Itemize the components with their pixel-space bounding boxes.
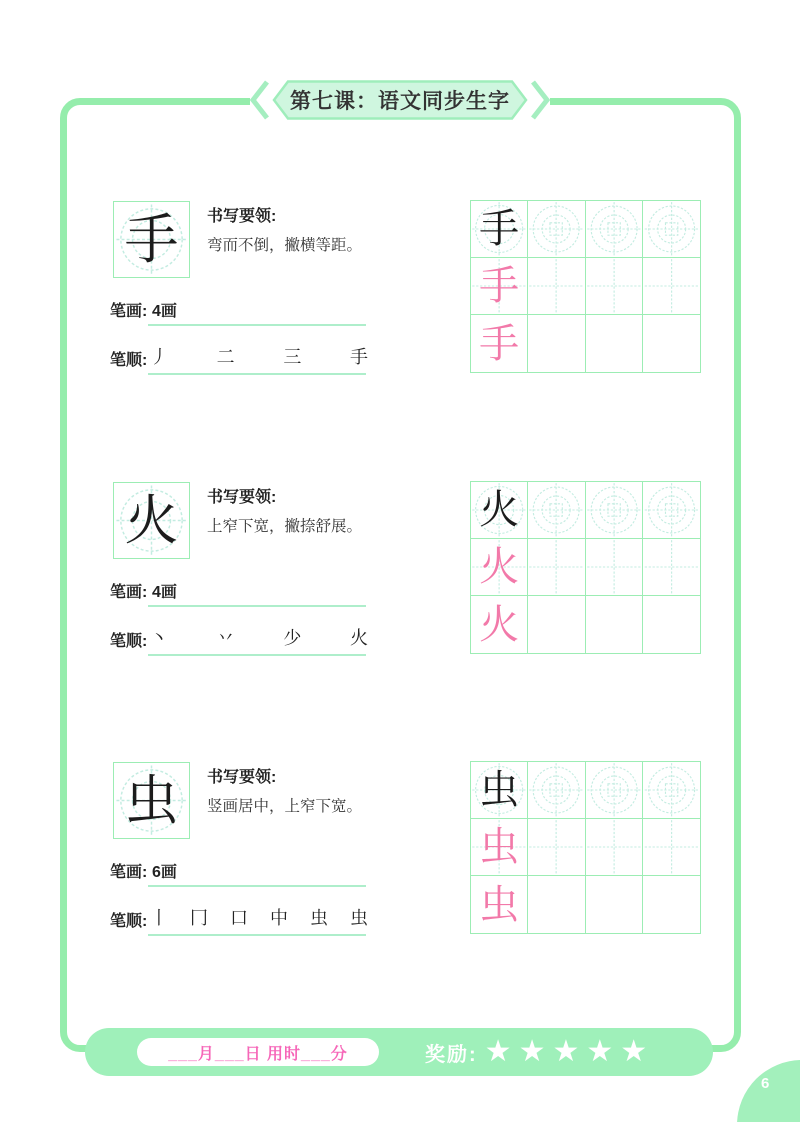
star-icon: ★: [518, 1035, 546, 1068]
stroke-step: 丶: [150, 628, 168, 649]
grid-cell-empty: [643, 315, 700, 372]
practice-grid: [470, 200, 701, 373]
underline: [148, 654, 366, 656]
grid-cell-guide: [643, 482, 700, 539]
stroke-step: 二: [216, 347, 235, 368]
stroke-step: 中: [270, 908, 288, 929]
stroke-step: 虫: [310, 908, 328, 929]
guide-grid-icon: [643, 201, 700, 257]
star-icon: ★: [552, 1035, 580, 1068]
underline: [148, 934, 366, 936]
guide-cross-icon: [643, 258, 700, 314]
grid-cell-guide: [643, 762, 700, 819]
stroke-step: 丨: [150, 908, 168, 929]
guide-grid-icon: [643, 482, 700, 538]
grid-cell-empty: [528, 876, 585, 933]
char-box: [113, 482, 190, 559]
stroke-count-row: [110, 579, 380, 619]
grid-cell-cross: [586, 819, 643, 876]
guide-cross-icon: [528, 258, 584, 314]
page-title: 第七课：语文同步生字: [290, 90, 510, 113]
guide-cross-icon: [586, 539, 642, 595]
grid-cell-cross: [586, 539, 643, 596]
stroke-count-value: 4画: [152, 303, 177, 320]
main-character: 手: [124, 207, 179, 271]
trace-char-pink: 虫: [479, 824, 520, 870]
guide-grid-icon: [528, 762, 584, 818]
grid-cell-sample: [471, 762, 528, 819]
page-number: 6: [761, 1075, 770, 1092]
grid-cell-cross: [586, 258, 643, 315]
trace-char-pink: 火: [479, 544, 520, 590]
trace-char-pink: 手: [479, 263, 520, 309]
stroke-count-label: 笔画:: [110, 303, 148, 320]
underline: [148, 373, 366, 375]
stroke-count-row: [110, 859, 380, 899]
page-number-badge: [737, 1060, 800, 1122]
guide-cross-icon: [643, 539, 700, 595]
stroke-order-row: [110, 628, 380, 668]
tips-label: 书写要领:: [207, 769, 277, 786]
stroke-step: 火: [349, 628, 368, 649]
guide-cross-icon: [586, 258, 642, 314]
grid-cell-trace: [471, 596, 528, 653]
grid-cell-guide: [528, 482, 585, 539]
grid-cell-cross: [528, 258, 585, 315]
underline: [148, 885, 366, 887]
grid-cell-trace: [471, 315, 528, 372]
guide-grid-icon: [528, 201, 584, 257]
guide-cross-icon: [643, 819, 700, 875]
stroke-order-label: 笔顺:: [110, 913, 148, 930]
trace-char-pink: 虫: [479, 881, 520, 928]
grid-cell-cross: [643, 258, 700, 315]
tips-text: 弯而不倒，撇横等距。: [207, 237, 363, 254]
grid-cell-empty: [528, 596, 585, 653]
star-icon: ★: [586, 1035, 614, 1068]
char-section-huo: [0, 481, 800, 656]
stroke-step: 少: [283, 628, 302, 649]
grid-cell-trace: [471, 876, 528, 933]
stroke-order-steps: [150, 624, 368, 650]
guide-grid-icon: [586, 201, 642, 257]
grid-cell-empty: [643, 596, 700, 653]
char-box: [113, 201, 190, 278]
stroke-count-label: 笔画:: [110, 584, 148, 601]
stroke-count-value: 4画: [152, 584, 177, 601]
trace-char-pink: 手: [479, 320, 520, 367]
tips-text: 竖画居中，上窄下宽。: [207, 798, 363, 815]
underline: [148, 324, 366, 326]
grid-cell-sample: [471, 482, 528, 539]
stroke-step: 三: [283, 347, 302, 368]
grid-cell-guide: [586, 482, 643, 539]
grid-cell-sample: [471, 201, 528, 258]
stroke-step: 口: [230, 908, 248, 929]
stroke-step: 丿: [150, 347, 168, 368]
sample-char-black: 虫: [479, 767, 520, 813]
grid-cell-guide: [586, 762, 643, 819]
grid-cell-trace: [471, 258, 528, 315]
guide-grid-icon: [586, 482, 642, 538]
grid-cell-cross: [643, 539, 700, 596]
main-character: 火: [124, 488, 179, 552]
grid-cell-empty: [643, 876, 700, 933]
stroke-step: 冂: [190, 908, 208, 929]
grid-cell-cross: [528, 819, 585, 876]
grid-cell-trace: [471, 819, 528, 876]
reward-area: [425, 1028, 647, 1076]
guide-grid-icon: [528, 482, 584, 538]
sample-char-black: 火: [479, 487, 520, 533]
guide-cross-icon: [528, 539, 584, 595]
reward-label: 奖励:: [425, 1043, 478, 1066]
footer-bar: [85, 1028, 713, 1076]
lesson-banner: [250, 80, 550, 120]
grid-cell-guide: [643, 201, 700, 258]
char-section-chong: [0, 761, 800, 936]
grid-cell-trace: [471, 539, 528, 596]
stroke-step: 手: [349, 347, 368, 368]
star-icon: ★: [620, 1035, 648, 1068]
trace-char-pink: 火: [479, 601, 520, 648]
tips-text: 上窄下宽，撇捺舒展。: [207, 518, 363, 535]
sample-char-black: 手: [479, 206, 520, 252]
stroke-order-label: 笔顺:: [110, 633, 148, 650]
date-time-blank: ___月___日 用时___分: [137, 1038, 379, 1066]
stroke-order-row: [110, 347, 380, 387]
tips-label: 书写要领:: [207, 489, 277, 506]
grid-cell-guide: [528, 201, 585, 258]
main-character: 虫: [124, 768, 179, 832]
guide-grid-icon: [586, 762, 642, 818]
stroke-order-label: 笔顺:: [110, 352, 148, 369]
practice-grid: [470, 481, 701, 654]
guide-grid-icon: [643, 762, 700, 818]
grid-cell-empty: [528, 315, 585, 372]
grid-cell-guide: [586, 201, 643, 258]
grid-cell-empty: [586, 876, 643, 933]
stroke-step: 丷: [216, 628, 235, 649]
guide-cross-icon: [586, 819, 642, 875]
grid-cell-empty: [586, 315, 643, 372]
star-icon: ★: [484, 1035, 512, 1068]
stroke-step: 虫: [350, 908, 368, 929]
char-box: [113, 762, 190, 839]
stroke-count-row: [110, 298, 380, 338]
stroke-count-value: 6画: [152, 864, 177, 881]
grid-cell-cross: [643, 819, 700, 876]
stroke-count-label: 笔画:: [110, 864, 148, 881]
practice-grid: [470, 761, 701, 934]
grid-cell-empty: [586, 596, 643, 653]
char-section-shou: [0, 200, 800, 375]
guide-cross-icon: [528, 819, 584, 875]
stroke-order-steps: [150, 904, 368, 930]
grid-cell-cross: [528, 539, 585, 596]
stroke-order-steps: [150, 343, 368, 369]
underline: [148, 605, 366, 607]
tips-label: 书写要领:: [207, 208, 277, 225]
grid-cell-guide: [528, 762, 585, 819]
stroke-order-row: [110, 908, 380, 948]
